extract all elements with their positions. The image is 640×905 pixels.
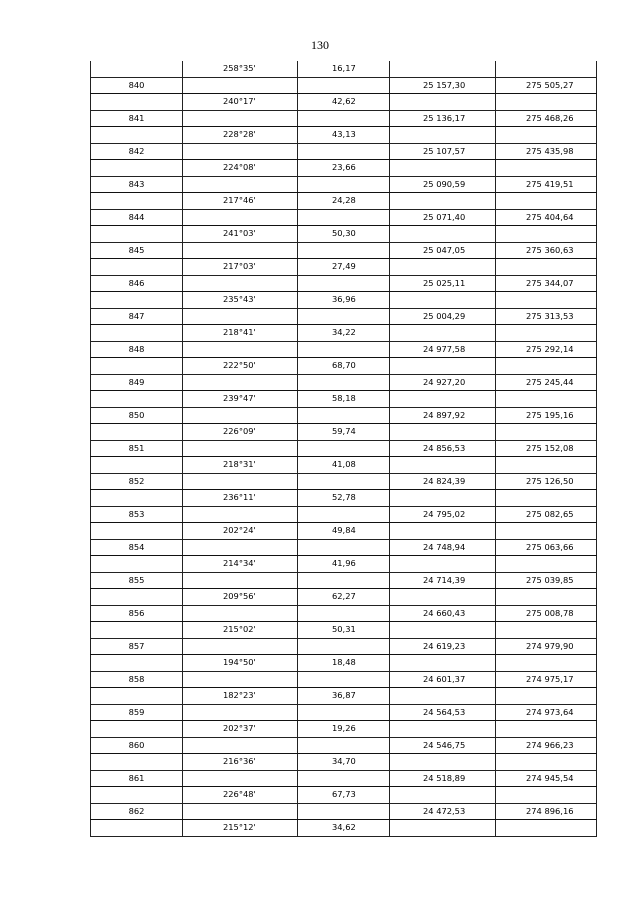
point-number-cell: 857 — [91, 638, 183, 655]
line-length-cell: 16,17 — [298, 61, 390, 77]
line-length-cell — [298, 143, 390, 160]
table-row-segment — [91, 127, 597, 144]
line-length-cell — [298, 506, 390, 523]
direction-angle-cell: 239°47' — [183, 391, 298, 408]
point-number-cell: 842 — [91, 143, 183, 160]
direction-angle-cell: 209°56' — [183, 589, 298, 606]
y-coordinate-cell — [496, 193, 597, 210]
x-coordinate-cell — [390, 292, 496, 309]
x-coordinate-cell — [390, 61, 496, 77]
table-row-segment — [91, 523, 597, 540]
line-length-cell: 50,30 — [298, 226, 390, 243]
table-row-point — [91, 539, 597, 556]
line-length-cell: 41,08 — [298, 457, 390, 474]
x-coordinate-cell: 24 660,43 — [390, 605, 496, 622]
y-coordinate-cell — [496, 424, 597, 441]
point-number-cell — [91, 523, 183, 540]
y-coordinate-cell: 275 313,53 — [496, 308, 597, 325]
y-coordinate-cell: 274 979,90 — [496, 638, 597, 655]
point-number-cell: 845 — [91, 242, 183, 259]
table-row-point — [91, 374, 597, 391]
line-length-cell: 24,28 — [298, 193, 390, 210]
table-row-segment — [91, 622, 597, 639]
point-number-cell — [91, 61, 183, 77]
x-coordinate-cell: 24 897,92 — [390, 407, 496, 424]
y-coordinate-cell: 274 973,64 — [496, 704, 597, 721]
y-coordinate-cell: 274 896,16 — [496, 803, 597, 820]
point-number-cell: 847 — [91, 308, 183, 325]
y-coordinate-cell — [496, 820, 597, 837]
table-row-segment — [91, 589, 597, 606]
y-coordinate-cell — [496, 94, 597, 111]
y-coordinate-cell — [496, 523, 597, 540]
table-row-point — [91, 407, 597, 424]
table-row-segment — [91, 193, 597, 210]
x-coordinate-cell: 25 157,30 — [390, 77, 496, 94]
line-length-cell — [298, 440, 390, 457]
y-coordinate-cell — [496, 160, 597, 177]
table-row-point — [91, 275, 597, 292]
point-number-cell — [91, 160, 183, 177]
x-coordinate-cell — [390, 622, 496, 639]
table-row-segment — [91, 490, 597, 507]
direction-angle-cell: 224°08' — [183, 160, 298, 177]
line-length-cell — [298, 704, 390, 721]
point-number-cell: 853 — [91, 506, 183, 523]
table-row-segment — [91, 787, 597, 804]
x-coordinate-cell: 24 977,58 — [390, 341, 496, 358]
y-coordinate-cell — [496, 127, 597, 144]
direction-angle-cell: 202°24' — [183, 523, 298, 540]
line-length-cell — [298, 605, 390, 622]
y-coordinate-cell — [496, 589, 597, 606]
table-row-segment — [91, 358, 597, 375]
line-length-cell: 67,73 — [298, 787, 390, 804]
line-length-cell — [298, 308, 390, 325]
direction-angle-cell: 218°31' — [183, 457, 298, 474]
line-length-cell — [298, 77, 390, 94]
line-length-cell: 62,27 — [298, 589, 390, 606]
table-row-point — [91, 242, 597, 259]
table-row-segment — [91, 61, 597, 77]
y-coordinate-cell — [496, 655, 597, 672]
point-number-cell: 860 — [91, 737, 183, 754]
y-coordinate-cell — [496, 226, 597, 243]
table-row-segment — [91, 424, 597, 441]
direction-angle-cell — [183, 110, 298, 127]
direction-angle-cell — [183, 341, 298, 358]
page-number: 130 — [311, 38, 329, 52]
point-number-cell — [91, 721, 183, 738]
point-number-cell — [91, 754, 183, 771]
point-number-cell: 856 — [91, 605, 183, 622]
table-row-segment — [91, 292, 597, 309]
y-coordinate-cell: 275 404,64 — [496, 209, 597, 226]
line-length-cell: 27,49 — [298, 259, 390, 276]
y-coordinate-cell — [496, 556, 597, 573]
direction-angle-cell — [183, 737, 298, 754]
direction-angle-cell: 241°03' — [183, 226, 298, 243]
direction-angle-cell: 226°09' — [183, 424, 298, 441]
x-coordinate-cell: 24 856,53 — [390, 440, 496, 457]
table-row-point — [91, 803, 597, 820]
direction-angle-cell — [183, 407, 298, 424]
line-length-cell — [298, 341, 390, 358]
x-coordinate-cell — [390, 688, 496, 705]
table-row-point — [91, 473, 597, 490]
direction-angle-cell — [183, 143, 298, 160]
x-coordinate-cell — [390, 556, 496, 573]
point-number-cell — [91, 325, 183, 342]
x-coordinate-cell — [390, 160, 496, 177]
point-number-cell: 854 — [91, 539, 183, 556]
x-coordinate-cell: 24 546,75 — [390, 737, 496, 754]
table-row-point — [91, 77, 597, 94]
point-number-cell — [91, 688, 183, 705]
y-coordinate-cell — [496, 358, 597, 375]
table-row-point — [91, 605, 597, 622]
table-row-segment — [91, 226, 597, 243]
line-length-cell: 43,13 — [298, 127, 390, 144]
x-coordinate-cell: 25 004,29 — [390, 308, 496, 325]
y-coordinate-cell — [496, 325, 597, 342]
line-length-cell: 34,22 — [298, 325, 390, 342]
point-number-cell: 846 — [91, 275, 183, 292]
x-coordinate-cell: 25 090,59 — [390, 176, 496, 193]
direction-angle-cell: 216°36' — [183, 754, 298, 771]
point-number-cell — [91, 424, 183, 441]
point-number-cell: 848 — [91, 341, 183, 358]
direction-angle-cell — [183, 275, 298, 292]
x-coordinate-cell: 25 136,17 — [390, 110, 496, 127]
x-coordinate-cell — [390, 259, 496, 276]
point-number-cell: 852 — [91, 473, 183, 490]
point-number-cell — [91, 391, 183, 408]
line-length-cell: 18,48 — [298, 655, 390, 672]
direction-angle-cell — [183, 374, 298, 391]
direction-angle-cell — [183, 803, 298, 820]
direction-angle-cell: 258°35' — [183, 61, 298, 77]
point-number-cell — [91, 94, 183, 111]
y-coordinate-cell — [496, 61, 597, 77]
x-coordinate-cell: 24 748,94 — [390, 539, 496, 556]
x-coordinate-cell — [390, 424, 496, 441]
line-length-cell: 68,70 — [298, 358, 390, 375]
line-length-cell: 34,70 — [298, 754, 390, 771]
point-number-cell — [91, 358, 183, 375]
table-row-point — [91, 143, 597, 160]
point-number-cell — [91, 193, 183, 210]
y-coordinate-cell — [496, 622, 597, 639]
x-coordinate-cell: 24 714,39 — [390, 572, 496, 589]
table-row-segment — [91, 820, 597, 837]
y-coordinate-cell — [496, 391, 597, 408]
y-coordinate-cell: 275 008,78 — [496, 605, 597, 622]
x-coordinate-cell: 24 472,53 — [390, 803, 496, 820]
line-length-cell: 41,96 — [298, 556, 390, 573]
line-length-cell — [298, 275, 390, 292]
line-length-cell: 36,87 — [298, 688, 390, 705]
line-length-cell — [298, 176, 390, 193]
x-coordinate-cell — [390, 754, 496, 771]
y-coordinate-cell: 275 292,14 — [496, 341, 597, 358]
line-length-cell: 36,96 — [298, 292, 390, 309]
line-length-cell — [298, 638, 390, 655]
line-length-cell: 58,18 — [298, 391, 390, 408]
y-coordinate-cell: 274 975,17 — [496, 671, 597, 688]
line-length-cell — [298, 110, 390, 127]
x-coordinate-cell — [390, 820, 496, 837]
x-coordinate-cell — [390, 127, 496, 144]
y-coordinate-cell — [496, 787, 597, 804]
table-row-segment — [91, 721, 597, 738]
table-row-point — [91, 737, 597, 754]
direction-angle-cell — [183, 77, 298, 94]
x-coordinate-cell — [390, 490, 496, 507]
point-number-cell — [91, 127, 183, 144]
table-row-segment — [91, 160, 597, 177]
point-number-cell: 840 — [91, 77, 183, 94]
direction-angle-cell — [183, 506, 298, 523]
direction-angle-cell — [183, 176, 298, 193]
point-number-cell: 844 — [91, 209, 183, 226]
line-length-cell — [298, 770, 390, 787]
direction-angle-cell: 235°43' — [183, 292, 298, 309]
x-coordinate-cell: 24 795,02 — [390, 506, 496, 523]
point-number-cell: 851 — [91, 440, 183, 457]
direction-angle-cell: 215°02' — [183, 622, 298, 639]
table-row-point — [91, 176, 597, 193]
point-number-cell — [91, 292, 183, 309]
point-number-cell: 850 — [91, 407, 183, 424]
line-length-cell — [298, 671, 390, 688]
y-coordinate-cell — [496, 259, 597, 276]
table-row-segment — [91, 325, 597, 342]
y-coordinate-cell: 275 152,08 — [496, 440, 597, 457]
table-row-segment — [91, 688, 597, 705]
line-length-cell — [298, 407, 390, 424]
direction-angle-cell — [183, 209, 298, 226]
y-coordinate-cell — [496, 490, 597, 507]
table-row-point — [91, 341, 597, 358]
line-length-cell — [298, 209, 390, 226]
direction-angle-cell: 236°11' — [183, 490, 298, 507]
line-length-cell: 23,66 — [298, 160, 390, 177]
x-coordinate-cell: 25 047,05 — [390, 242, 496, 259]
x-coordinate-cell — [390, 655, 496, 672]
y-coordinate-cell — [496, 688, 597, 705]
y-coordinate-cell: 275 126,50 — [496, 473, 597, 490]
point-number-cell: 862 — [91, 803, 183, 820]
x-coordinate-cell — [390, 523, 496, 540]
direction-angle-cell — [183, 539, 298, 556]
line-length-cell: 59,74 — [298, 424, 390, 441]
x-coordinate-cell — [390, 721, 496, 738]
table-row-point — [91, 638, 597, 655]
table-row-segment — [91, 259, 597, 276]
point-number-cell — [91, 226, 183, 243]
table-row-segment — [91, 94, 597, 111]
point-number-cell — [91, 655, 183, 672]
point-number-cell: 859 — [91, 704, 183, 721]
direction-angle-cell — [183, 473, 298, 490]
line-length-cell: 34,62 — [298, 820, 390, 837]
line-length-cell: 42,62 — [298, 94, 390, 111]
y-coordinate-cell: 275 195,16 — [496, 407, 597, 424]
y-coordinate-cell: 274 966,23 — [496, 737, 597, 754]
x-coordinate-cell: 24 619,23 — [390, 638, 496, 655]
x-coordinate-cell — [390, 193, 496, 210]
table-row-segment — [91, 457, 597, 474]
line-length-cell — [298, 242, 390, 259]
direction-angle-cell — [183, 605, 298, 622]
y-coordinate-cell: 275 344,07 — [496, 275, 597, 292]
y-coordinate-cell — [496, 457, 597, 474]
direction-angle-cell: 226°48' — [183, 787, 298, 804]
y-coordinate-cell — [496, 721, 597, 738]
table-row-point — [91, 440, 597, 457]
table-row-point — [91, 506, 597, 523]
x-coordinate-cell — [390, 226, 496, 243]
x-coordinate-cell: 24 601,37 — [390, 671, 496, 688]
line-length-cell — [298, 803, 390, 820]
point-number-cell — [91, 490, 183, 507]
table-row-point — [91, 770, 597, 787]
table-row-point — [91, 704, 597, 721]
line-length-cell — [298, 374, 390, 391]
point-number-cell: 855 — [91, 572, 183, 589]
y-coordinate-cell: 275 419,51 — [496, 176, 597, 193]
direction-angle-cell: 217°03' — [183, 259, 298, 276]
table-row-segment — [91, 391, 597, 408]
direction-angle-cell — [183, 671, 298, 688]
point-number-cell: 843 — [91, 176, 183, 193]
direction-angle-cell: 202°37' — [183, 721, 298, 738]
x-coordinate-cell — [390, 589, 496, 606]
x-coordinate-cell — [390, 325, 496, 342]
direction-angle-cell: 214°34' — [183, 556, 298, 573]
point-number-cell — [91, 622, 183, 639]
table-row-point — [91, 209, 597, 226]
point-number-cell — [91, 820, 183, 837]
x-coordinate-cell — [390, 358, 496, 375]
direction-angle-cell: 194°50' — [183, 655, 298, 672]
table-row-segment — [91, 556, 597, 573]
y-coordinate-cell — [496, 292, 597, 309]
table-row-point — [91, 110, 597, 127]
table-row-point — [91, 572, 597, 589]
line-length-cell — [298, 539, 390, 556]
x-coordinate-cell — [390, 391, 496, 408]
y-coordinate-cell: 275 063,66 — [496, 539, 597, 556]
direction-angle-cell — [183, 242, 298, 259]
line-length-cell — [298, 737, 390, 754]
y-coordinate-cell: 275 505,27 — [496, 77, 597, 94]
x-coordinate-cell: 24 518,89 — [390, 770, 496, 787]
y-coordinate-cell: 275 360,63 — [496, 242, 597, 259]
y-coordinate-cell: 275 435,98 — [496, 143, 597, 160]
point-number-cell — [91, 259, 183, 276]
x-coordinate-cell — [390, 457, 496, 474]
line-length-cell: 52,78 — [298, 490, 390, 507]
direction-angle-cell — [183, 770, 298, 787]
direction-angle-cell: 228°28' — [183, 127, 298, 144]
table-row-segment — [91, 655, 597, 672]
direction-angle-cell: 182°23' — [183, 688, 298, 705]
table-row-point — [91, 671, 597, 688]
direction-angle-cell — [183, 638, 298, 655]
x-coordinate-cell — [390, 787, 496, 804]
y-coordinate-cell: 274 945,54 — [496, 770, 597, 787]
x-coordinate-cell: 24 564,53 — [390, 704, 496, 721]
line-length-cell — [298, 473, 390, 490]
line-length-cell: 19,26 — [298, 721, 390, 738]
y-coordinate-cell: 275 245,44 — [496, 374, 597, 391]
table-body — [91, 61, 597, 836]
direction-angle-cell: 222°50' — [183, 358, 298, 375]
point-number-cell — [91, 457, 183, 474]
direction-angle-cell — [183, 704, 298, 721]
point-number-cell: 849 — [91, 374, 183, 391]
point-number-cell — [91, 787, 183, 804]
direction-angle-cell: 218°41' — [183, 325, 298, 342]
direction-angle-cell — [183, 308, 298, 325]
point-number-cell: 861 — [91, 770, 183, 787]
line-length-cell: 49,84 — [298, 523, 390, 540]
coordinates-table — [90, 61, 597, 837]
point-number-cell — [91, 589, 183, 606]
line-length-cell: 50,31 — [298, 622, 390, 639]
y-coordinate-cell: 275 082,65 — [496, 506, 597, 523]
y-coordinate-cell — [496, 754, 597, 771]
x-coordinate-cell: 24 824,39 — [390, 473, 496, 490]
table-row-point — [91, 308, 597, 325]
point-number-cell: 841 — [91, 110, 183, 127]
x-coordinate-cell: 25 025,11 — [390, 275, 496, 292]
y-coordinate-cell: 275 468,26 — [496, 110, 597, 127]
direction-angle-cell — [183, 440, 298, 457]
point-number-cell — [91, 556, 183, 573]
x-coordinate-cell: 25 071,40 — [390, 209, 496, 226]
x-coordinate-cell — [390, 94, 496, 111]
point-number-cell: 858 — [91, 671, 183, 688]
table-row-segment — [91, 754, 597, 771]
x-coordinate-cell: 24 927,20 — [390, 374, 496, 391]
direction-angle-cell: 215°12' — [183, 820, 298, 837]
direction-angle-cell — [183, 572, 298, 589]
line-length-cell — [298, 572, 390, 589]
y-coordinate-cell: 275 039,85 — [496, 572, 597, 589]
x-coordinate-cell: 25 107,57 — [390, 143, 496, 160]
direction-angle-cell: 217°46' — [183, 193, 298, 210]
direction-angle-cell: 240°17' — [183, 94, 298, 111]
